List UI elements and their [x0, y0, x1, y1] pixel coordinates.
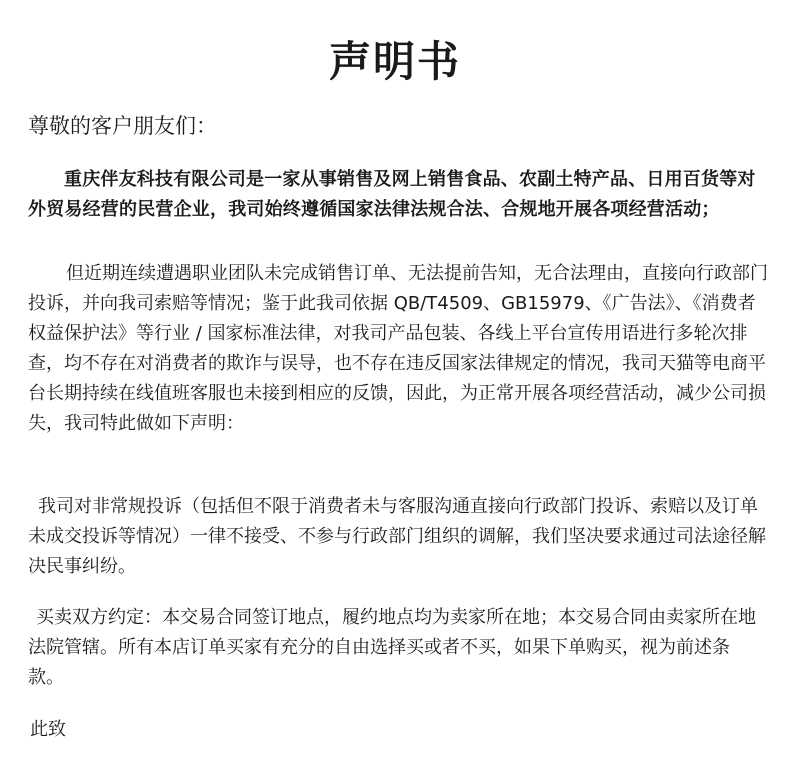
greeting: 尊敬的客户朋友们： [28, 114, 217, 138]
paragraph-situation: 但近期连续遭遇职业团队未完成销售订单、无法提前告知，无合法理由，直接向行政部门投诉，并向我司索赔等情况；鉴于此我司依据 QB/T4509、GB15979、《广告法》、《消费者权益保护法》等行业 / 国家标准法律，对我司产品包装、各线上平台宣传用语进行多轮次排查，均不存在对消费者的欺诈与误导，也不存在违反国家法律规定的情况，我司天猫等电商平台长期持续在线值班客服也未接到相应的反馈，因此，为正常开展各项经营活动，减少公司损失，我司特此做如下声明： [28, 263, 768, 434]
paragraph-jurisdiction: 买卖双方约定：本交易合同签订地点，履约地点均为卖家所在地；本交易合同由卖家所在地法院管辖。所有本店订单买家有充分的自由选择买或者不买，如果下单购买，视为前述条款。 [28, 607, 756, 688]
closing: 此致 [30, 719, 66, 740]
paragraph-company-intro: 重庆伴友科技有限公司是一家从事销售及网上销售食品、农副土特产品、日用百货等对外贸易经营的民营企业，我司始终遵循国家法律法规合法、合规地开展各项经营活动； [28, 169, 756, 220]
document-title: 声明书 [328, 37, 461, 86]
paragraph-complaint-policy: 我司对非常规投诉（包括但不限于消费者未与客服沟通直接向行政部门投诉、索赔以及订单未成交投诉等情况）一律不接受、不参与行政部门组织的调解，我们坚决要求通过司法途径解决民事纠纷。 [28, 496, 766, 577]
